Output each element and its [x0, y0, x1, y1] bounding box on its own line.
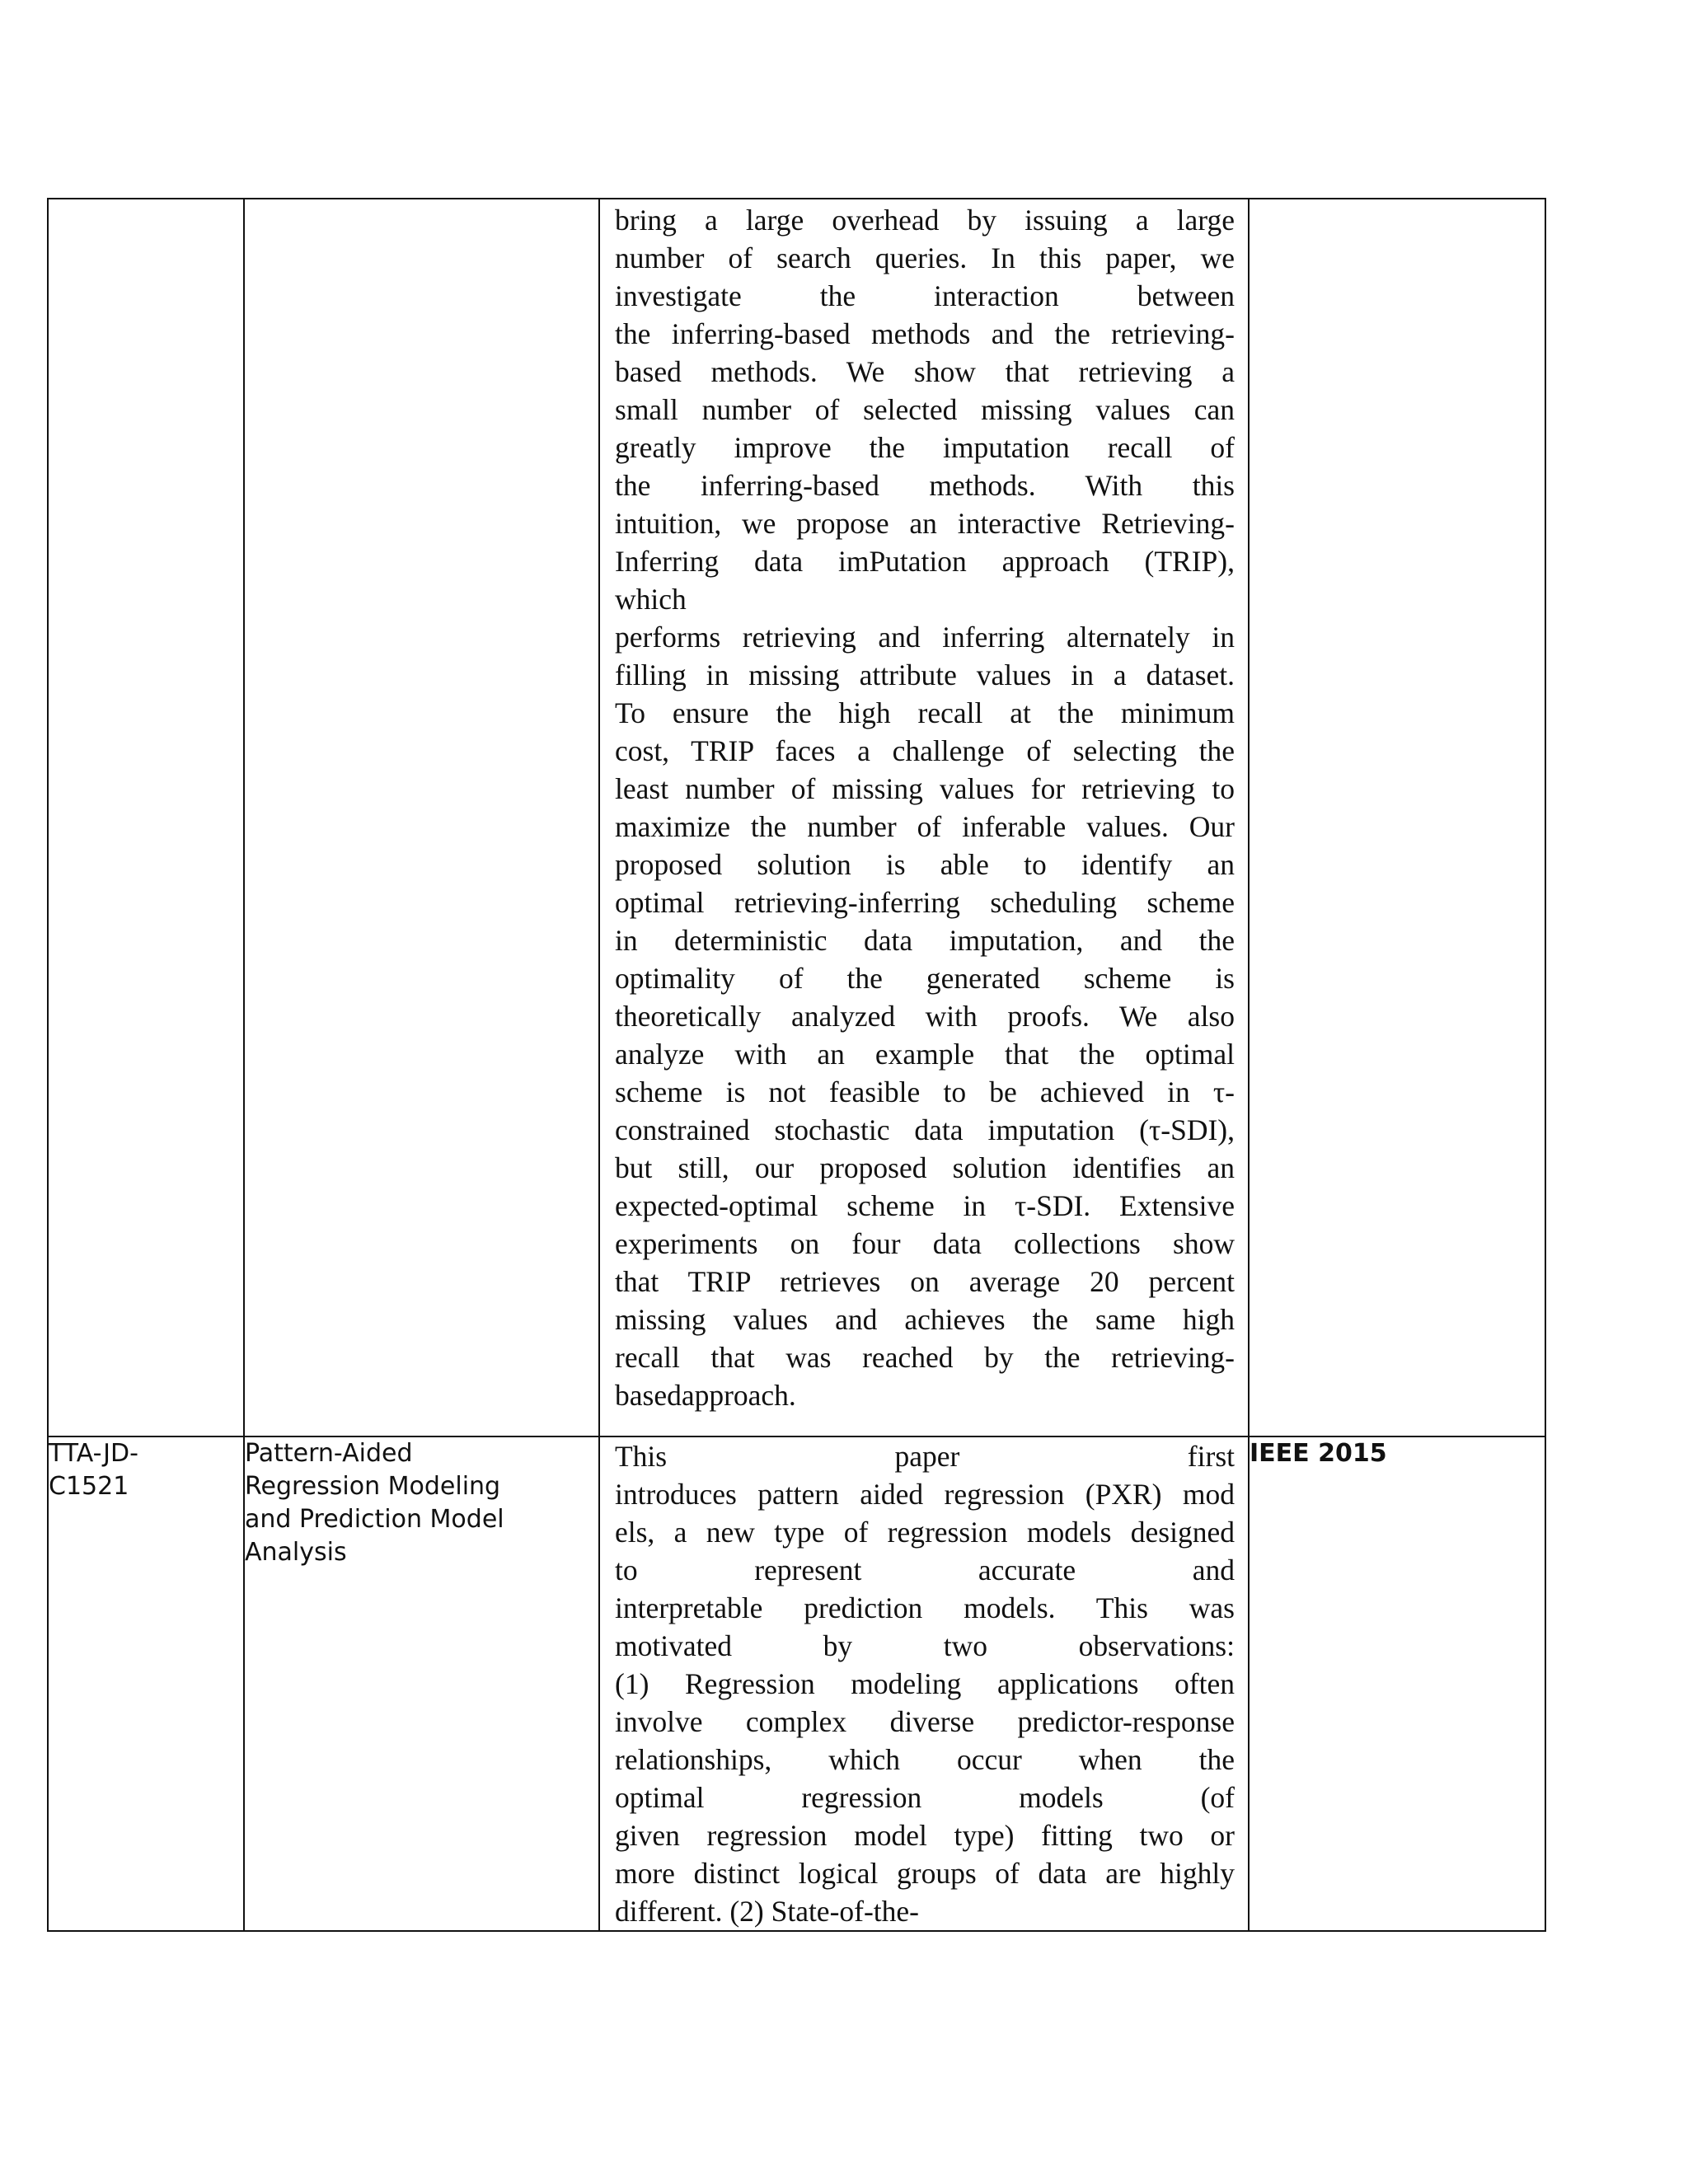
abstract-line: that TRIP retrieves on average 20 percent [615, 1265, 1235, 1298]
abstract-line: filling in missing attribute values in a dataset. [615, 658, 1235, 691]
abstract-line: the inferring-based methods. With this [615, 469, 1235, 502]
abstract-line: involve complex diverse predictor-response [615, 1705, 1235, 1738]
table-row [48, 1436, 1545, 1931]
project-id-cell [48, 199, 244, 1436]
abstract-line: recall that was reached by the retrieving- [615, 1341, 1235, 1374]
abstract-line: theoretically analyzed with proofs. We also [615, 1000, 1235, 1033]
abstract-line: greatly improve the imputation recall of [615, 431, 1235, 464]
project-title-line: Pattern-Aided [245, 1439, 413, 1468]
abstract-line: missing values and achieves the same high [615, 1303, 1235, 1336]
project-title-cell [244, 199, 599, 1436]
project-title-line: Analysis [245, 1538, 347, 1567]
abstract-line: performs retrieving and inferring alternately in [615, 621, 1235, 654]
project-title-line: and Prediction Model [245, 1505, 504, 1534]
abstract-line: cost, TRIP faces a challenge of selecting the [615, 734, 1235, 767]
abstract-line: but still, our proposed solution identifies an [615, 1151, 1235, 1184]
abstract-text [600, 1437, 1248, 1930]
abstract-line: optimal retrieving-inferring scheduling scheme [615, 886, 1235, 919]
abstract-line: els, a new type of regression models designed [615, 1516, 1235, 1549]
abstract-line: investigate the interaction between [615, 279, 1235, 312]
abstract-line: which [615, 583, 687, 616]
abstract-line: number of search queries. In this paper, we [615, 241, 1235, 274]
abstract-line: expected-optimal scheme in τ-SDI. Extensive [615, 1189, 1235, 1222]
abstract-line: intuition, we propose an interactive Retrieving- [615, 507, 1235, 540]
abstract-line: (1) Regression modeling applications often [615, 1667, 1235, 1700]
project-title-line: Regression Modeling [245, 1472, 501, 1501]
table-row [48, 199, 1545, 1436]
abstract-line: different. (2) State-of-the- [615, 1895, 919, 1928]
papers-table [47, 198, 1546, 1932]
abstract-line: in deterministic data imputation, and the [615, 924, 1235, 957]
abstract-line: To ensure the high recall at the minimum [615, 696, 1235, 729]
abstract-line: to represent accurate and [615, 1554, 1235, 1586]
project-id-cell [48, 1436, 244, 1931]
abstract-line: small number of selected missing values can [615, 393, 1235, 426]
abstract-line: proposed solution is able to identify an [615, 848, 1235, 881]
abstract-line: relationships, which occur when the [615, 1743, 1235, 1776]
abstract-line: maximize the number of inferable values. Our [615, 810, 1235, 843]
abstract-line: the inferring-based methods and the retrieving- [615, 317, 1235, 350]
project-id-line: C1521 [49, 1472, 129, 1501]
abstract-line: based methods. We show that retrieving a [615, 355, 1235, 388]
abstract-line: introduces pattern aided regression (PXR) mod [615, 1478, 1235, 1511]
abstract-line: least number of missing values for retrieving to [615, 772, 1235, 805]
abstract-text [600, 199, 1248, 1436]
venue-cell [1249, 199, 1545, 1436]
abstract-line: experiments on four data collections show [615, 1227, 1235, 1260]
abstract-line: given regression model type) fitting two or [615, 1819, 1235, 1852]
venue-cell [1249, 1436, 1545, 1931]
abstract-line: bring a large overhead by issuing a large [615, 204, 1235, 237]
abstract-line: scheme is not feasible to be achieved in τ- [615, 1076, 1235, 1108]
abstract-line: optimality of the generated scheme is [615, 962, 1235, 995]
abstract-line: Inferring data imPutation approach (TRIP), [615, 545, 1235, 578]
abstract-line: motivated by two observations: [615, 1629, 1235, 1662]
abstract-line: basedapproach. [615, 1379, 796, 1412]
abstract-line: more distinct logical groups of data are highly [615, 1857, 1235, 1890]
abstract-line: analyze with an example that the optimal [615, 1038, 1235, 1071]
abstract-line: constrained stochastic data imputation (τ-SDI), [615, 1113, 1235, 1146]
abstract-line: optimal regression models (of [615, 1781, 1235, 1814]
project-id-line: TTA-JD- [49, 1439, 138, 1468]
venue-label: IEEE 2015 [1250, 1439, 1387, 1468]
project-title-cell [244, 1436, 599, 1931]
abstract-cell [599, 1436, 1249, 1931]
abstract-cell [599, 199, 1249, 1436]
abstract-line: interpretable prediction models. This was [615, 1591, 1235, 1624]
abstract-line: This paper first [615, 1440, 1235, 1473]
